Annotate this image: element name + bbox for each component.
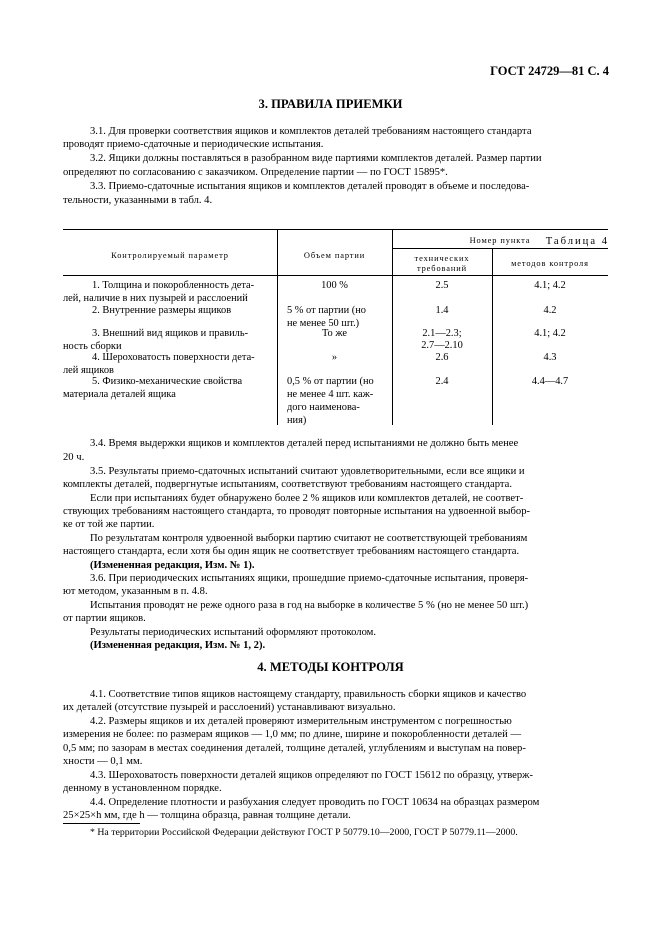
col-header-tech-l1: технических <box>414 254 470 263</box>
row1-param-l1: 1. Толщина и покоробленность дета- <box>92 280 255 291</box>
row5-volume-l1: 0,5 % от партии (но <box>287 376 374 387</box>
row2-volume-l2: не менее 50 шт.) <box>287 318 360 329</box>
p36-line2: ют методом, указанным в п. 4.8. <box>63 586 208 597</box>
col-header-point: Номер пункта <box>469 236 531 245</box>
row1-tech: 2.5 <box>435 280 449 291</box>
row1-methods: 4.1; 4.2 <box>534 280 566 291</box>
p42-line4: хности — 0,1 мм. <box>63 756 143 767</box>
table-top-rule <box>63 229 608 230</box>
p35b-line2: ствующих требованиям настоящего стандарта, то проводят повторные испытания на удвоенной выбор- <box>63 506 531 517</box>
p42-line1: 4.2. Размеры ящиков и их деталей проверяют измерительным инструментом с погрешностью <box>90 716 512 727</box>
col-header-tech-l2: требований <box>416 264 468 273</box>
p43-line1: 4.3. Шероховатость поверхности деталей ящиков определяют по ГОСТ 15612 по образцу, утверж- <box>90 770 533 781</box>
p41-line1: 4.1. Соответствие типов ящиков настоящему стандарту, правильность сборки ящиков и качество <box>90 689 527 700</box>
row3-methods: 4.1; 4.2 <box>534 328 566 339</box>
row4-methods: 4.3 <box>543 352 557 363</box>
p32-line1: 3.2. Ящики должны поставляться в разобранном виде партиями комплектов деталей. Размер партии <box>90 153 542 164</box>
row4-volume: » <box>331 352 338 363</box>
col-header-param: Контролируемый параметр <box>111 251 229 260</box>
row4-param-l2: лей ящиков <box>63 365 114 376</box>
row2-volume-l1: 5 % от партии (но <box>287 305 366 316</box>
p35c-line1: По результатам контроля удвоенной выборки партию считают не соответствующей требованиям <box>90 533 528 544</box>
p44-line1: 4.4. Определение плотности и разбухания следует проводить по ГОСТ 10634 на образцах размером <box>90 797 540 808</box>
row3-param-l2: ность сборки <box>63 341 122 352</box>
row1-volume: 100 % <box>321 280 348 291</box>
row4-param-l1: 4. Шероховатость поверхности дета- <box>92 352 255 363</box>
row5-param-l2: материала деталей ящика <box>63 389 176 400</box>
p43-line2: денному в установленном порядке. <box>63 783 222 794</box>
row2-methods: 4.2 <box>543 305 557 316</box>
row5-methods: 4.4—4.7 <box>531 376 569 387</box>
standard-header: ГОСТ 24729—81 С. 4 <box>490 64 609 78</box>
p42-line3: 0,5 мм; по зазорам в местах соединения деталей, толщине деталей, углублениям и выступам на повер- <box>63 743 526 754</box>
row3-tech-l1: 2.1—2.3; <box>422 328 462 339</box>
row5-volume-l4: ния) <box>287 415 307 426</box>
row3-tech-l2: 2.7—2.10 <box>421 340 463 351</box>
row3-param-l1: 3. Внешний вид ящиков и правиль- <box>92 328 249 339</box>
p35b-line1: Если при испытаниях будет обнаружено более 2 % ящиков или комплектов деталей, не соответ- <box>90 493 524 504</box>
p31-line2: проводят приемо-сдаточные и периодические испытания. <box>63 139 324 150</box>
footnote: * На территории Российской Федерации действуют ГОСТ Р 50779.10—2000, ГОСТ Р 50779.11—2000. <box>90 827 518 838</box>
p33-line1: 3.3. Приемо-сдаточные испытания ящиков и комплектов деталей проводят в объеме и последова- <box>90 181 530 192</box>
col-header-methods: методов контроля <box>511 259 589 268</box>
row2-tech: 1.4 <box>435 305 449 316</box>
row3-volume: То же <box>321 328 347 339</box>
p36b-line1: Испытания проводят не реже одного раза в год на выборке в количестве 5 % (но не менее 50 шт.) <box>90 600 529 611</box>
p34-line1: 3.4. Время выдержки ящиков и комплектов деталей перед испытаниями не должно быть менее <box>90 438 519 449</box>
section-4-title: 4. МЕТОДЫ КОНТРОЛЯ <box>257 660 404 674</box>
section-3-title: 3. ПРАВИЛА ПРИЕМКИ <box>258 97 403 111</box>
p35-line2: комплекты деталей, подвергнутые испытаниям, соответствуют требованиям настоящего стандарта. <box>63 479 512 490</box>
row1-param-l2: лей, наличие в них пузырей и расслоений <box>63 293 248 304</box>
row5-volume-l2: не менее 4 шт. каж- <box>287 389 374 400</box>
footnote-rule <box>63 823 140 824</box>
row5-tech: 2.4 <box>435 376 449 387</box>
p31-line1: 3.1. Для проверки соответствия ящиков и комплектов деталей требованиям настоящего стандарта <box>90 126 532 137</box>
col-header-volume: Объем партии <box>303 251 366 260</box>
p35-line1: 3.5. Результаты приемо-сдаточных испытаний считают удовлетворительными, если все ящики и <box>90 466 525 477</box>
table-caption: Таблица 4 <box>545 236 609 247</box>
p32-line2: определяют по согласованию с заказчиком. Определение партии — по ГОСТ 15895*. <box>63 167 448 178</box>
p33-line2: тельности, указанными в табл. 4. <box>63 195 213 206</box>
amendment-note-2: (Измененная редакция, Изм. № 1, 2). <box>90 640 266 651</box>
p36b-line2: от партии ящиков. <box>63 613 146 624</box>
p35b-line3: ке от той же партии. <box>63 519 155 530</box>
p35c-line2: настоящего стандарта, если хотя бы один ящик не соответствует требованиям настоящего стандарта. <box>63 546 520 557</box>
p42-line2: измерения не более: по размерам ящиков — 1,0 мм; по длине, ширине и покоробленности деталей — <box>63 729 522 740</box>
p41-line2: их деталей (отсутствие пузырей и расслоений) устанавливают визуально. <box>63 702 396 713</box>
p36-line1: 3.6. При периодических испытаниях ящики, прошедшие приемо-сдаточные испытания, проверя- <box>90 573 529 584</box>
p36c: Результаты периодических испытаний оформляют протоколом. <box>90 627 377 638</box>
p34-line2: 20 ч. <box>63 452 85 463</box>
amendment-note-1: (Измененная редакция, Изм. № 1). <box>90 560 255 571</box>
row5-param-l1: 5. Физико-механические свойства <box>92 376 243 387</box>
table-sub-rule <box>392 248 608 249</box>
row2-param: 2. Внутренние размеры ящиков <box>92 305 232 316</box>
row4-tech: 2.6 <box>435 352 449 363</box>
table-head-rule <box>63 275 608 276</box>
p44-line2: 25×25×h мм, где h — толщина образца, равная толщине детали. <box>63 810 351 821</box>
row5-volume-l3: дого наименова- <box>287 402 360 413</box>
